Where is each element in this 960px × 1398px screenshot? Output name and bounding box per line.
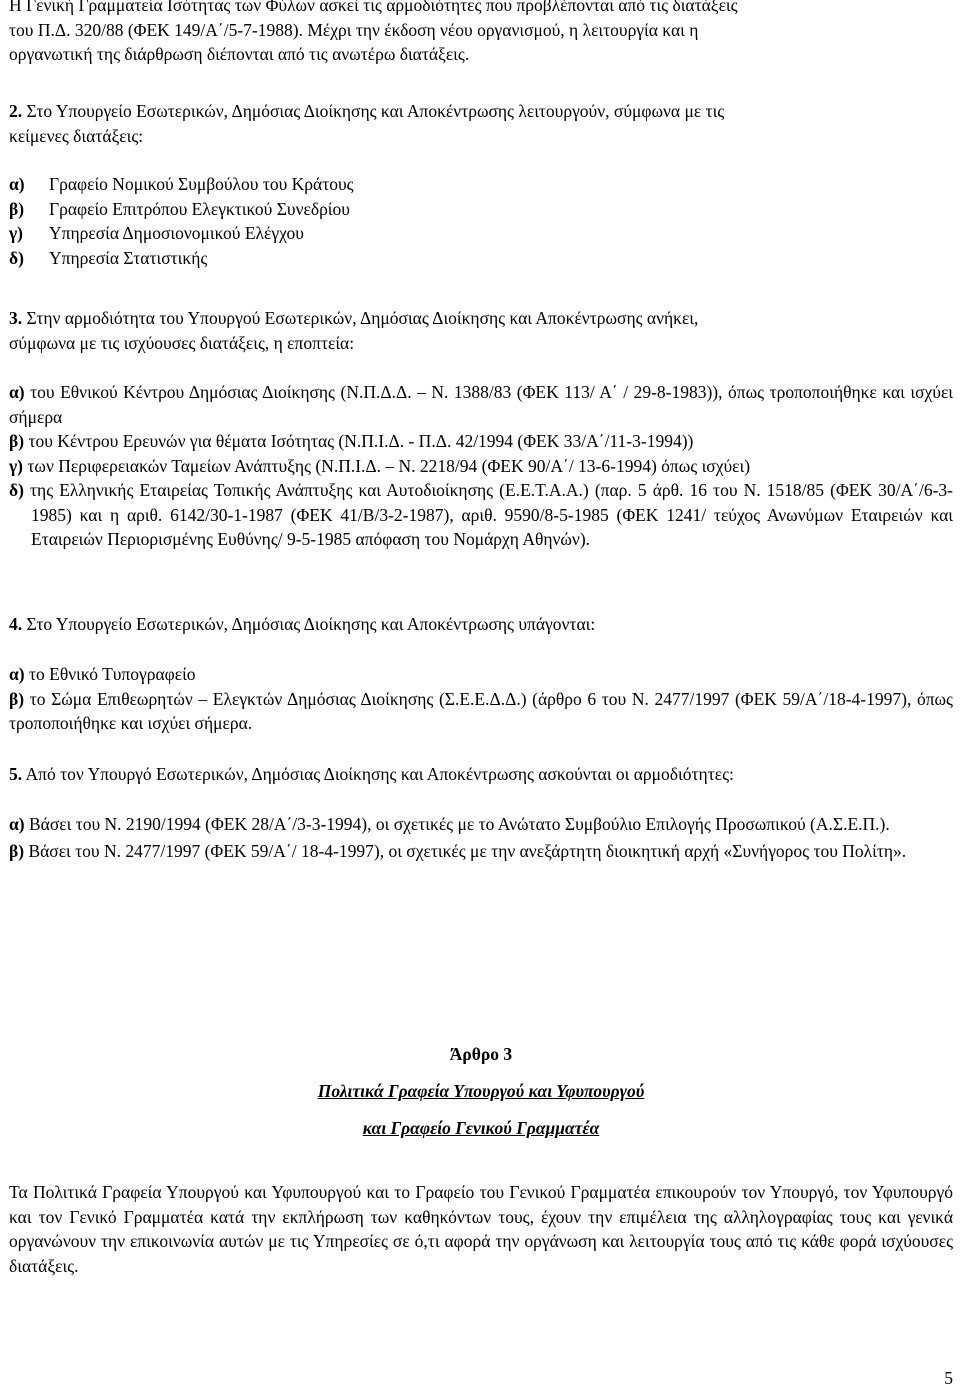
list-label: γ) — [9, 455, 24, 476]
list-text: της Ελληνικής Εταιρείας Τοπικής Ανάπτυξης και Αυτοδιοίκησης (Ε.Ε.Τ.Α.Α.) (παρ. 5 άρθ. 16 του Ν. 1518/85 (ΦΕΚ 30/Α΄/6-3-1985) και η αριθ. 6142/30-1-1987 (ΦΕΚ 41/Β/3-2-1987), αριθ. 9590/8-5-1985 (ΦΕΚ 1241/ τεύχος Ανωνύμων Εταιρειών και Εταιρειών Περιορισμένης Ευθύνης/ 9-5-1985 απόφαση του Νομάρχη Αθηνών). — [30, 480, 953, 549]
section-5-heading — [9, 762, 953, 787]
section-number: 5. — [9, 764, 23, 784]
article-body-text: Τα Πολιτικά Γραφεία Υπουργού και Υφυπουργού και το Γραφείο του Γενικού Γραμματέα επικουρούν τον Υπουργό, τον Υφυπουργό και τον Γενικό Γραμματέα κατά την εκπλήρωση των καθηκόντων τους, έχουν την επιμέλεια της αλληλογραφίας τους και γενικά οργανώνουν την επικοινωνία αυτών με τις Υπηρεσίες σε ό,τι αφορά την οργάνωση και λειτουργία τους από τις κάθε φορά ισχύουσες διατάξεις. — [9, 1182, 953, 1276]
article-subtitle — [9, 1116, 953, 1141]
section-4-text: Στο Υπουργείο Εσωτερικών, Δημόσιας Διοίκησης και Αποκέντρωσης υπάγονται: — [26, 614, 596, 634]
list-item — [9, 687, 953, 736]
list-item — [9, 839, 953, 864]
article-title: Άρθρο 3 — [449, 1044, 513, 1064]
intro-line: Η Γενική Γραμματεία Ισότητας των Φύλων ασκεί τις αρμοδιότητες που προβλέπονται από τις διατάξεις — [9, 0, 738, 15]
article-subtitle-line: Πολιτικά Γραφεία Υπουργού και Υφυπουργού — [317, 1081, 645, 1101]
list-label: β) — [9, 840, 25, 861]
list-label: β) — [9, 688, 25, 709]
list-text: του Κέντρου Ερευνών για θέματα Ισότητας (Ν.Π.Ι.Δ. - Π.Δ. 42/1994 (ΦΕΚ 33/Α΄/11-3-1994)) — [28, 431, 694, 451]
list-item — [9, 478, 953, 552]
section-3-text: Στην αρμοδιότητα του Υπουργού Εσωτερικών, Δημόσιας Διοίκησης και Αποκέντρωσης ανήκει, — [26, 308, 699, 328]
intro-paragraph — [9, 0, 953, 67]
list-label: γ) — [9, 223, 24, 243]
list-item — [9, 662, 953, 687]
section-2-list — [9, 172, 953, 270]
list-text: Βάσει του Ν. 2477/1997 (ΦΕΚ 59/Α΄/ 18-4-1997), οι σχετικές με την ανεξάρτητη διοικητική αρχή «Συνήγορος του Πολίτη». — [28, 840, 907, 861]
list-label: α) — [9, 382, 25, 402]
list-item — [9, 380, 953, 429]
section-4 — [9, 612, 953, 637]
list-item — [9, 197, 953, 222]
list-label: β) — [9, 431, 25, 451]
section-3-list — [9, 380, 953, 552]
list-text: του Εθνικού Κέντρου Δημόσιας Διοίκησης (Ν.Π.Δ.Δ. – Ν. 1388/83 (ΦΕΚ 113/ Α΄ / 29-8-1983)), όπως τροποποιήθηκε και ισχύει σήμερα — [9, 382, 954, 427]
section-3 — [9, 306, 953, 355]
list-text: το Εθνικό Τυπογραφείο — [28, 664, 196, 684]
list-label: α) — [9, 174, 25, 194]
section-3-line2: σύμφωνα με τις ισχύουσες διατάξεις, η εποπτεία: — [9, 332, 355, 353]
section-2-line2: κείμενες διατάξεις: — [9, 125, 144, 146]
list-text: το Σώμα Επιθεωρητών – Ελεγκτών Δημόσιας Διοίκησης (Σ.Ε.Ε.Δ.Δ.) (άρθρο 6 του Ν. 2477/1997 (ΦΕΚ 59/Α΄/18-4-1997), όπως τροποποιήθηκε και ισχύει σήμερα. — [9, 688, 953, 733]
list-label: α) — [9, 664, 25, 684]
list-text: Βάσει του Ν. 2190/1994 (ΦΕΚ 28/Α΄/3-3-1994), οι σχετικές με το Ανώτατο Συμβούλιο Επιλογής Προσωπικού (Α.Σ.Ε.Π.). — [28, 814, 890, 834]
section-number: 3. — [9, 308, 23, 328]
intro-line: του Π.Δ. 320/88 (ΦΕΚ 149/Α΄/5-7-1988). Μέχρι την έκδοση νέου οργανισμού, η λειτουργία και η — [9, 19, 699, 40]
list-text: Υπηρεσία Στατιστικής — [49, 247, 208, 268]
list-label: α) — [9, 814, 25, 834]
section-4-list — [9, 662, 953, 736]
list-label: β) — [9, 198, 25, 219]
section-2-text: Στο Υπουργείο Εσωτερικών, Δημόσιας Διοίκησης και Αποκέντρωσης λειτουργούν, σύμφωνα με τις — [26, 101, 725, 121]
list-item — [9, 429, 953, 454]
section-5 — [9, 762, 953, 787]
list-text: Γραφείο Νομικού Συμβούλου του Κράτους — [49, 174, 354, 194]
section-4-heading — [9, 612, 953, 637]
section-5-list — [9, 812, 953, 863]
intro-line: οργανωτική της διάρθρωση διέπονται από τις ανωτέρω διατάξεις. — [9, 44, 470, 64]
list-text: Υπηρεσία Δημοσιονομικού Ελέγχου — [49, 223, 304, 243]
page-number: 5 — [944, 1368, 953, 1388]
article-header — [9, 1042, 953, 1067]
article-subtitle — [9, 1079, 953, 1104]
list-item — [9, 812, 953, 837]
section-2 — [9, 99, 953, 148]
list-label: δ) — [9, 480, 24, 500]
list-text: των Περιφερειακών Ταμείων Ανάπτυξης (Ν.Π.Ι.Δ. – Ν. 2218/94 (ΦΕΚ 90/Α΄/ 13-6-1994) όπως ισχύει) — [27, 455, 751, 476]
section-5-text: Από τον Υπουργό Εσωτερικών, Δημόσιας Διοίκησης και Αποκέντρωσης ασκούνται οι αρμοδιότητες: — [25, 764, 734, 784]
section-number: 4. — [9, 614, 23, 634]
section-2-heading — [9, 99, 953, 124]
list-label: δ) — [9, 247, 24, 268]
list-item — [9, 172, 953, 197]
list-item — [9, 454, 953, 479]
section-3-heading — [9, 306, 953, 331]
list-item — [9, 221, 953, 246]
article-subtitle-line: και Γραφείο Γενικού Γραμματέα — [362, 1118, 600, 1138]
section-number: 2. — [9, 101, 23, 121]
list-text: Γραφείο Επιτρόπου Ελεγκτικού Συνεδρίου — [49, 198, 350, 219]
article-body — [9, 1180, 953, 1278]
list-item — [9, 246, 953, 271]
